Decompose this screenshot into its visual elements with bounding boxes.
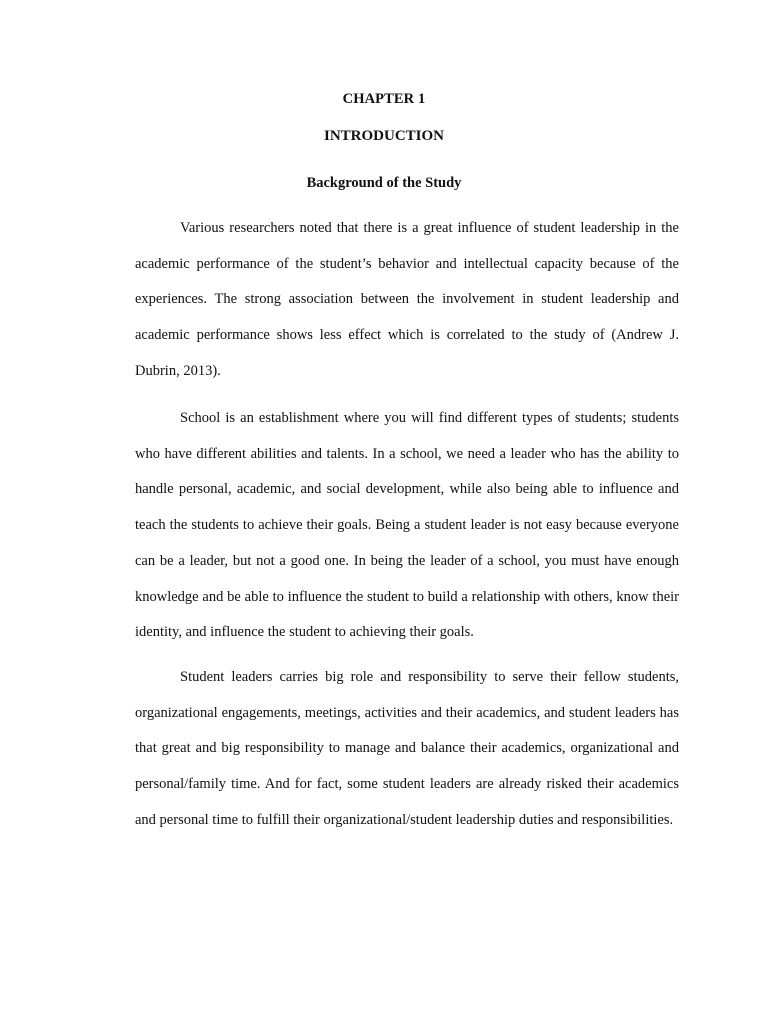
paragraph-1: Various researchers noted that there is a great influence of student leadership in the academic performance of the student’s behavior and intellectual capacity because of the experiences. The strong association between the involvement in student leadership and academic performance shows less effect which is correlated to the study of (Andrew J. Dubrin, 2013). xyxy=(135,220,679,379)
paragraph-3: Student leaders carries big role and responsibility to serve their fellow students, organizational engagements, meetings, activities and their academics, and student leaders has that great and big responsibility to manage and balance their academics, organizational and personal/family time. And for fact, some student leaders are already risked their academics and personal time to fulfill their organizational/student leadership duties and responsibilities. xyxy=(135,669,679,828)
paragraph-2: School is an establishment where you will find different types of students; students who have different abilities and talents. In a school, we need a leader who has the ability to handle personal, academic, and social development, while also being able to influence and teach the students to achieve their goals. Being a student leader is not easy because everyone can be a leader, but not a good one. In being the leader of a school, you must have enough knowledge and be able to influence the student to build a relationship with others, know their identity, and influence the student to achieving their goals. xyxy=(135,410,679,641)
chapter-number: CHAPTER 1 xyxy=(342,91,426,107)
section-heading: Background of the Study xyxy=(306,175,462,191)
chapter-title: INTRODUCTION xyxy=(323,128,444,144)
